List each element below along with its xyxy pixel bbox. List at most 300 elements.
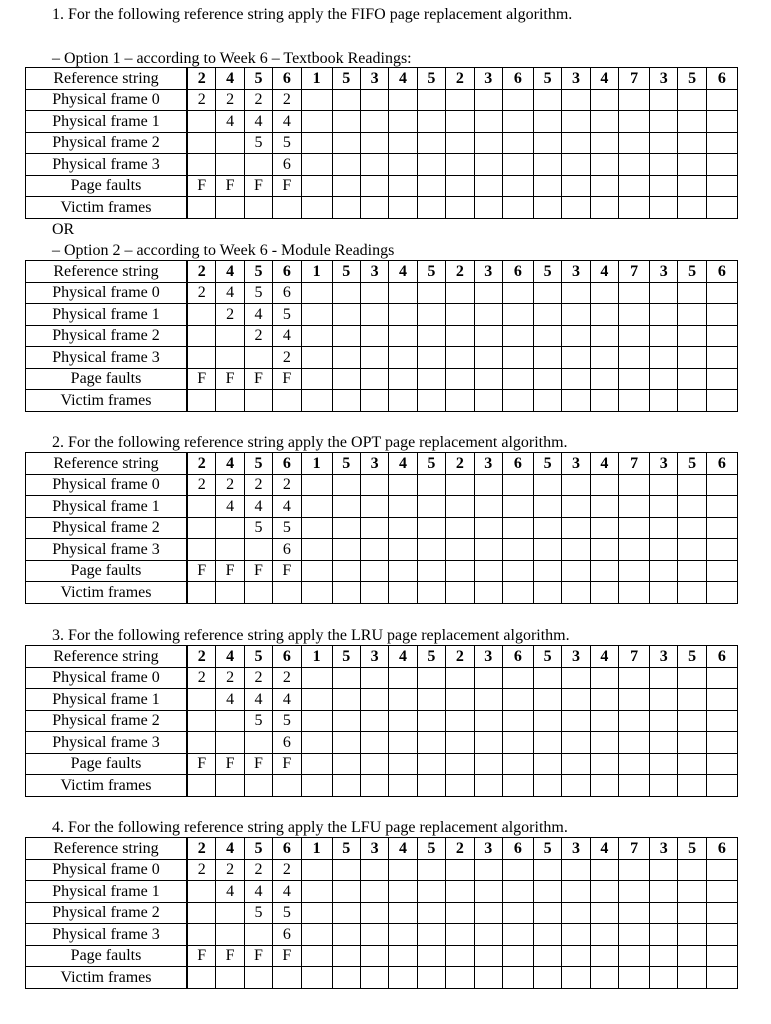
reference-cell: 5 — [417, 453, 445, 475]
table-cell — [533, 474, 561, 496]
table-cell: 5 — [273, 902, 301, 924]
reference-cell: 5 — [533, 453, 561, 475]
table-cell — [650, 89, 678, 111]
table-cell — [502, 667, 533, 689]
table-cell: F — [244, 945, 272, 967]
table-cell — [244, 154, 272, 176]
table-cell — [562, 924, 590, 946]
reference-cell: 1 — [301, 646, 332, 668]
table-cell — [533, 89, 561, 111]
table-cell — [533, 347, 561, 369]
reference-cell: 4 — [216, 261, 244, 283]
table-cell — [706, 667, 737, 689]
physical-frame-1-row — [26, 881, 738, 903]
table-cell — [474, 517, 502, 539]
table-cell — [590, 881, 618, 903]
table-cell — [533, 967, 561, 989]
row-label: Physical frame 3 — [26, 154, 188, 176]
table-cell — [417, 197, 445, 219]
table-cell — [590, 325, 618, 347]
table-cell: F — [187, 368, 216, 390]
table-cell — [417, 560, 445, 582]
table-cell — [360, 775, 388, 797]
table-cell — [216, 539, 244, 561]
table-cell — [360, 753, 388, 775]
table-cell — [619, 474, 650, 496]
table-cell — [590, 368, 618, 390]
table-cell — [502, 132, 533, 154]
table-cell — [360, 474, 388, 496]
option-2-heading: – Option 2 – according to Week 6 - Module Readings — [52, 242, 395, 259]
table-cell — [533, 325, 561, 347]
table-cell: 4 — [216, 496, 244, 518]
table-cell — [650, 775, 678, 797]
table-cell — [533, 945, 561, 967]
physical-frame-2-row — [26, 517, 738, 539]
table-cell — [619, 111, 650, 133]
table-cell: 2 — [187, 667, 216, 689]
table-cell: F — [216, 560, 244, 582]
table-cell — [502, 304, 533, 326]
table-cell — [678, 667, 706, 689]
table-cell — [619, 368, 650, 390]
table-cell — [619, 881, 650, 903]
table-cell — [360, 111, 388, 133]
table-cell — [590, 924, 618, 946]
table-cell — [446, 496, 474, 518]
table-cell — [650, 517, 678, 539]
physical-frame-0-row — [26, 474, 738, 496]
table-cell — [590, 753, 618, 775]
table-cell — [650, 347, 678, 369]
table-cell — [187, 582, 216, 604]
row-label: Physical frame 2 — [26, 710, 188, 732]
table-cell — [706, 304, 737, 326]
table-cell — [706, 368, 737, 390]
reference-cell: 3 — [650, 261, 678, 283]
table-cell — [301, 945, 332, 967]
table-cell — [389, 132, 417, 154]
table-cell — [533, 111, 561, 133]
table-cell — [417, 175, 445, 197]
table-cell — [187, 775, 216, 797]
table-cell — [474, 132, 502, 154]
table-cell — [590, 710, 618, 732]
reference-cell: 7 — [619, 646, 650, 668]
table-cell — [706, 282, 737, 304]
table-cell — [360, 582, 388, 604]
table-cell — [389, 282, 417, 304]
table-cell — [417, 111, 445, 133]
table-cell — [562, 560, 590, 582]
table-cell — [590, 496, 618, 518]
table-cell — [619, 282, 650, 304]
table-cell — [446, 732, 474, 754]
table-cell — [446, 945, 474, 967]
table-cell — [502, 732, 533, 754]
table-cell: 2 — [187, 474, 216, 496]
row-label: Reference string — [26, 838, 188, 860]
table-cell — [474, 582, 502, 604]
table-cell — [619, 347, 650, 369]
page-faults-row — [26, 945, 738, 967]
table-cell — [678, 304, 706, 326]
reference-cell: 2 — [446, 646, 474, 668]
table-cell: 4 — [273, 881, 301, 903]
physical-frame-0-row — [26, 859, 738, 881]
reference-cell: 5 — [533, 261, 561, 283]
table-cell — [502, 368, 533, 390]
table-cell — [502, 945, 533, 967]
table-cell — [533, 732, 561, 754]
table-cell — [360, 325, 388, 347]
row-label: Page faults — [26, 175, 188, 197]
table-cell — [446, 582, 474, 604]
table-cell — [502, 347, 533, 369]
table-cell: 2 — [244, 474, 272, 496]
table-cell — [417, 368, 445, 390]
reference-cell: 4 — [216, 453, 244, 475]
table-cell — [360, 667, 388, 689]
table-cell — [446, 474, 474, 496]
table-cell — [332, 902, 360, 924]
table-cell — [650, 282, 678, 304]
table-cell: 5 — [273, 132, 301, 154]
table-cell — [562, 197, 590, 219]
table-cell — [706, 89, 737, 111]
table-cell — [562, 902, 590, 924]
reference-cell: 6 — [502, 68, 533, 90]
table-cell: F — [216, 753, 244, 775]
physical-frame-1-row — [26, 111, 738, 133]
reference-cell: 5 — [417, 68, 445, 90]
table-cell — [301, 582, 332, 604]
table-cell — [562, 368, 590, 390]
reference-cell: 6 — [273, 646, 301, 668]
table-cell: 2 — [244, 89, 272, 111]
physical-frame-3-row — [26, 347, 738, 369]
reference-cell: 3 — [650, 453, 678, 475]
table-cell — [446, 881, 474, 903]
table-cell — [706, 753, 737, 775]
table-cell — [360, 945, 388, 967]
table-cell — [360, 132, 388, 154]
row-label: Victim frames — [26, 197, 188, 219]
table-cell — [533, 924, 561, 946]
table-cell: 2 — [216, 89, 244, 111]
table-cell — [446, 304, 474, 326]
table-cell — [619, 945, 650, 967]
table-cell — [389, 881, 417, 903]
reference-cell: 4 — [590, 453, 618, 475]
table-cell — [360, 689, 388, 711]
table-cell — [502, 175, 533, 197]
table-cell — [389, 539, 417, 561]
reference-string-row — [26, 261, 738, 283]
table-cell: 2 — [273, 89, 301, 111]
table-cell — [301, 368, 332, 390]
table-cell — [619, 89, 650, 111]
table-cell — [417, 282, 445, 304]
table-cell — [273, 775, 301, 797]
table-cell — [301, 539, 332, 561]
table-cell — [533, 496, 561, 518]
table-cell — [187, 902, 216, 924]
table-cell — [706, 689, 737, 711]
table-cell — [301, 325, 332, 347]
table-cell — [301, 154, 332, 176]
table-cell — [650, 859, 678, 881]
table-cell — [301, 496, 332, 518]
table-cell — [446, 924, 474, 946]
table-cell — [562, 945, 590, 967]
table-cell — [446, 111, 474, 133]
reference-cell: 2 — [187, 646, 216, 668]
table-cell — [187, 111, 216, 133]
table-cell — [417, 945, 445, 967]
table-cell — [502, 197, 533, 219]
table-cell — [562, 390, 590, 412]
table-cell — [446, 539, 474, 561]
table-cell — [332, 689, 360, 711]
table-cell — [678, 924, 706, 946]
table-cell — [474, 881, 502, 903]
table-cell — [619, 154, 650, 176]
table-cell — [619, 517, 650, 539]
table-cell — [417, 667, 445, 689]
row-label: Victim frames — [26, 775, 188, 797]
reference-cell: 3 — [360, 453, 388, 475]
reference-cell: 4 — [389, 68, 417, 90]
row-label: Reference string — [26, 68, 188, 90]
table-cell — [244, 732, 272, 754]
reference-string-row — [26, 68, 738, 90]
table-cell — [562, 732, 590, 754]
table-cell — [590, 859, 618, 881]
reference-cell: 3 — [650, 646, 678, 668]
table-cell — [332, 539, 360, 561]
physical-frame-1-row — [26, 496, 738, 518]
table-cell — [562, 282, 590, 304]
table-cell — [678, 775, 706, 797]
table-cell — [332, 282, 360, 304]
table-cell — [590, 517, 618, 539]
table-cell — [706, 325, 737, 347]
table-cell — [417, 89, 445, 111]
table-cell — [360, 881, 388, 903]
table-cell — [332, 775, 360, 797]
table-cell: F — [187, 945, 216, 967]
table-cell: 4 — [216, 881, 244, 903]
table-cell — [446, 967, 474, 989]
table-cell: 4 — [216, 689, 244, 711]
physical-frame-0-row — [26, 89, 738, 111]
reference-cell: 3 — [562, 646, 590, 668]
question-1-text: 1. For the following reference string apply the FIFO page replacement algorithm. — [52, 6, 573, 23]
victim-frames-row — [26, 582, 738, 604]
reference-cell: 5 — [244, 261, 272, 283]
table-cell — [389, 753, 417, 775]
table-cell — [562, 582, 590, 604]
table-cell — [301, 474, 332, 496]
table-cell — [590, 732, 618, 754]
physical-frame-2-row — [26, 132, 738, 154]
table-cell — [533, 582, 561, 604]
reference-cell: 5 — [417, 646, 445, 668]
table-cell — [332, 945, 360, 967]
table-cell — [562, 474, 590, 496]
reference-cell: 4 — [590, 646, 618, 668]
table-cell — [678, 89, 706, 111]
table-cell — [533, 775, 561, 797]
table-cell — [216, 132, 244, 154]
reference-cell: 2 — [187, 838, 216, 860]
table-cell — [244, 197, 272, 219]
table-cell: 2 — [216, 667, 244, 689]
reference-cell: 1 — [301, 261, 332, 283]
table-cell — [360, 924, 388, 946]
table-cell — [332, 924, 360, 946]
table-cell — [216, 732, 244, 754]
table-cell — [301, 89, 332, 111]
table-cell — [273, 967, 301, 989]
table-cell — [562, 667, 590, 689]
reference-cell: 5 — [332, 261, 360, 283]
table-cell — [474, 111, 502, 133]
table-cell — [678, 517, 706, 539]
table-cell — [301, 667, 332, 689]
table-cell — [502, 89, 533, 111]
table-cell: 2 — [273, 667, 301, 689]
reference-cell: 2 — [187, 68, 216, 90]
table-cell — [502, 282, 533, 304]
table-cell: F — [187, 560, 216, 582]
table-cell — [474, 496, 502, 518]
table-cell — [216, 710, 244, 732]
table-cell — [619, 132, 650, 154]
physical-frame-3-row — [26, 154, 738, 176]
reference-cell: 4 — [216, 646, 244, 668]
table-cell: 5 — [244, 282, 272, 304]
table-cell — [590, 474, 618, 496]
table-cell — [417, 710, 445, 732]
table-cell — [650, 539, 678, 561]
table-cell: 5 — [273, 304, 301, 326]
table-cell — [533, 282, 561, 304]
reference-cell: 5 — [332, 646, 360, 668]
victim-frames-row — [26, 967, 738, 989]
table-cell — [187, 496, 216, 518]
table-cell — [389, 732, 417, 754]
table-cell: 4 — [244, 689, 272, 711]
table-cell — [706, 154, 737, 176]
table-cell: 4 — [244, 111, 272, 133]
row-label: Physical frame 3 — [26, 347, 188, 369]
row-label: Physical frame 3 — [26, 924, 188, 946]
question-3-text: 3. For the following reference string apply the LRU page replacement algorithm. — [52, 627, 570, 644]
table-cell — [474, 859, 502, 881]
table-cell — [273, 390, 301, 412]
table-cell — [678, 347, 706, 369]
table-cell — [650, 902, 678, 924]
table-cell — [533, 132, 561, 154]
table-cell — [360, 517, 388, 539]
table-cell — [502, 325, 533, 347]
reference-string-row — [26, 453, 738, 475]
table-cell: 4 — [244, 496, 272, 518]
table-cell — [389, 967, 417, 989]
reference-cell: 3 — [650, 838, 678, 860]
table-cell — [301, 859, 332, 881]
reference-cell: 4 — [590, 261, 618, 283]
table-cell — [474, 474, 502, 496]
physical-frame-2-row — [26, 902, 738, 924]
row-label: Physical frame 1 — [26, 689, 188, 711]
table-cell — [678, 496, 706, 518]
table-cell — [706, 347, 737, 369]
table-cell — [502, 154, 533, 176]
table-cell — [619, 304, 650, 326]
table-cell — [590, 154, 618, 176]
table-cell — [619, 753, 650, 775]
table-cell: F — [273, 753, 301, 775]
table-cell — [650, 390, 678, 412]
table-cell — [389, 517, 417, 539]
table-cell — [474, 368, 502, 390]
table-cell — [301, 689, 332, 711]
row-label: Physical frame 0 — [26, 474, 188, 496]
table-cell — [360, 175, 388, 197]
table-cell — [619, 325, 650, 347]
table-cell — [678, 902, 706, 924]
table-cell — [332, 132, 360, 154]
table-cell — [389, 667, 417, 689]
table-cell — [706, 902, 737, 924]
table-cell — [706, 474, 737, 496]
table-cell — [187, 132, 216, 154]
table-cell — [360, 368, 388, 390]
table-cell — [619, 197, 650, 219]
row-label: Page faults — [26, 753, 188, 775]
row-label: Page faults — [26, 368, 188, 390]
table-cell — [502, 496, 533, 518]
physical-frame-0-row — [26, 667, 738, 689]
victim-frames-row — [26, 197, 738, 219]
table-cell — [301, 390, 332, 412]
table-cell — [244, 539, 272, 561]
table-cell — [650, 197, 678, 219]
table-cell — [474, 560, 502, 582]
reference-cell: 6 — [706, 453, 737, 475]
table-cell — [650, 175, 678, 197]
victim-frames-row — [26, 390, 738, 412]
table-cell — [502, 967, 533, 989]
table-cell — [389, 89, 417, 111]
table-cell — [590, 667, 618, 689]
reference-cell: 2 — [446, 838, 474, 860]
table-cell — [502, 881, 533, 903]
table-cell — [706, 132, 737, 154]
table-cell — [187, 732, 216, 754]
table-cell — [590, 304, 618, 326]
table-cell — [533, 304, 561, 326]
table-cell — [533, 753, 561, 775]
table-cell: 2 — [187, 282, 216, 304]
table-cell — [650, 325, 678, 347]
physical-frame-3-row — [26, 924, 738, 946]
table-cell — [187, 517, 216, 539]
table-cell — [332, 859, 360, 881]
